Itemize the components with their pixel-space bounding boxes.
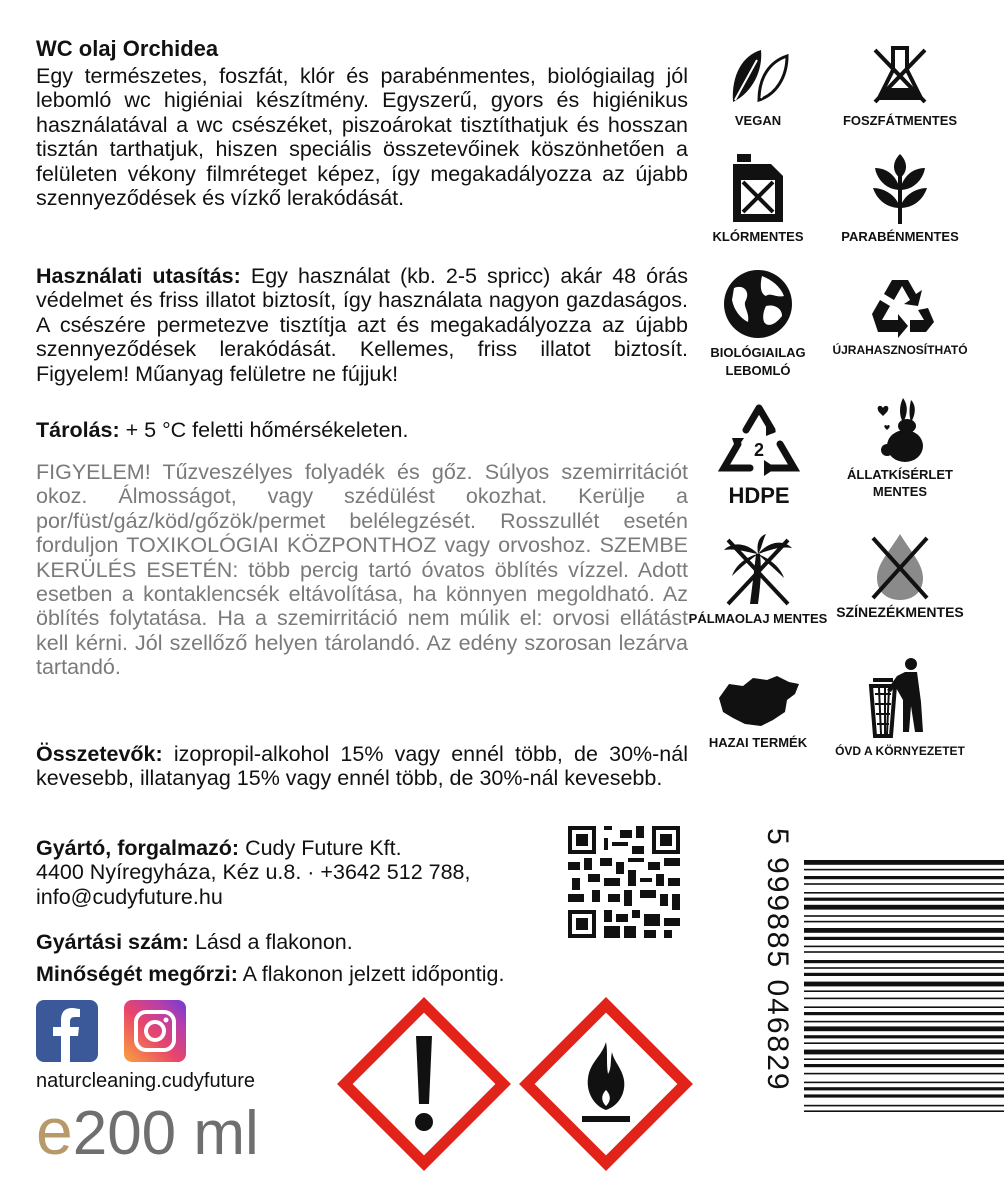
paraben-free-icon (865, 150, 935, 226)
best-before (36, 962, 676, 986)
barcode-bar (804, 898, 1004, 901)
manufacturer-info (36, 836, 596, 909)
icon-vegan: VEGAN (688, 40, 828, 129)
barcode-bar (804, 973, 1004, 976)
lot-number (36, 930, 596, 954)
icon-hdpe: 2 HDPE (696, 402, 822, 508)
barcode-bar (804, 860, 1004, 865)
colorant-free-icon (865, 530, 935, 602)
barcode-bar (804, 869, 1004, 871)
barcode-bar (804, 1035, 1004, 1038)
lot-text: Lásd a flakonon. (188, 930, 353, 954)
volume (36, 1096, 259, 1169)
website-link[interactable]: naturcleaning.cudyfuture (36, 1070, 256, 1092)
chlorine-free-icon (723, 150, 793, 226)
barcode-bar (804, 990, 1004, 992)
barcode-bar (804, 1105, 1004, 1107)
manufacturer-name: Cudy Future Kft. (239, 836, 402, 860)
icon-chlorine-free: KLÓRMENTES (688, 150, 828, 245)
icon-recyclable: ÚJRAHASZNOSÍTHATÓ (830, 274, 970, 359)
barcode-bar (804, 946, 1004, 948)
product-title: WC olaj Orchidea (36, 36, 219, 61)
barcode-bar (804, 921, 1004, 923)
recyclable-icon (864, 274, 936, 340)
best-before-text: A flakonon jelzett időpontig. (237, 962, 505, 986)
barcode-bar (804, 915, 1004, 917)
ingredients (36, 742, 688, 791)
barcode-bar (804, 998, 1004, 1000)
barcode-bar (804, 1094, 1004, 1097)
estimated-sign: e (36, 1094, 73, 1168)
vegan-icon (723, 40, 793, 110)
barcode-bar (804, 1050, 1004, 1055)
icon-protect-environment: ÓVD A KÖRNYEZETET (830, 656, 970, 760)
manufacturer-email[interactable]: info@cudyfuture.hu (36, 884, 223, 909)
manufacturer-label: Gyártó, forgalmazó: (36, 836, 240, 860)
hazard-warning: FIGYELEM! Tűzveszélyes folyadék és gőz. Súlyos szemirritációt okoz. Álmosságot, vagy szédülést okozhat. Kerülje a por/füst/gáz/köd/gőzök/permet belélegzését. Rosszullét esetén forduljon TOXIKOLÓGIAI KÖZPONTHOZ vagy orvoshoz. SZEMBE KERÜLÉS ESETÉN: több percig tartó óvatos öblítés vízzel. Adott esetben a kontaklencsék eltávolítása, ha könnyen megoldható. Az öblítés folytatása. Ha a szemirritáció nem múlik el: orvosi ellátást kell kérni. Jól szellőző helyen tárolandó. Az edény szorosan lezárva tartandó. (36, 460, 688, 680)
hungarian-product-icon (715, 672, 801, 730)
barcode (760, 820, 1006, 1160)
barcode-bar (804, 928, 1004, 933)
cruelty-free-icon (865, 394, 935, 464)
barcode-bar (804, 1073, 1004, 1075)
barcode-bar (804, 1026, 1004, 1031)
usage-label: Használati utasítás: (36, 264, 241, 288)
icon-paraben-free: PARABÉNMENTES (830, 150, 970, 245)
usage-text: Egy használat (kb. 2-5 spricc) akár 48 órás védelmet és friss illatot biztosít, így használata nagyon gazdaságos. A csészére permetezve tisztítja azt és megakadályozza az újabb szennyeződések lerakódását. Kellemes, friss illatot biztosít. Figyelem! Műanyag felületre ne fújjuk! (36, 264, 689, 386)
icon-biodegradable: BIOLÓGIAILAG LEBOMLÓ (688, 266, 828, 380)
hdpe-code: 2 (753, 440, 765, 460)
barcode-bar (804, 982, 1004, 987)
hazard-exclamation (334, 994, 514, 1174)
lot-label: Gyártási szám: (36, 930, 189, 954)
hdpe-icon (714, 402, 804, 482)
barcode-bar (804, 1064, 1004, 1067)
facebook-icon[interactable] (36, 1000, 98, 1062)
biodegradable-icon (720, 266, 796, 342)
barcode-bar (804, 1110, 1004, 1112)
product-description: Egy természetes, foszfát, klór és parabénmentes, biológiailag jól lebomló wc higiéniai készítmény. Egyszerű, gyors és higiénikus használatával a wc csészéket, piszoárokat tisztíthatjuk és hosszan tisztán tarthatjuk, hiszen speciális összetevőinek köszönhetően a felületen vékony filmréteget képez, így megakadályozza az újabb szennyeződések és vízkő lerakódását. (36, 64, 688, 211)
barcode-bar (804, 1021, 1004, 1023)
usage-instructions (36, 264, 688, 386)
qr-code[interactable] (568, 826, 680, 938)
barcode-bar (804, 1012, 1004, 1015)
barcode-bar (804, 1082, 1004, 1084)
barcode-digits: 5 999885 046829 (761, 828, 794, 1092)
barcode-bar (804, 960, 1004, 963)
palm-oil-free-icon (720, 532, 796, 608)
hazard-flammable (516, 994, 696, 1174)
barcode-bar (804, 1006, 1004, 1008)
storage-label: Tárolás: (36, 418, 120, 442)
icon-colorant-free: SZÍNEZÉKMENTES (830, 530, 970, 621)
ingredients-label: Összetevők: (36, 742, 163, 766)
barcode-bar (804, 967, 1004, 969)
protect-environment-icon (865, 656, 935, 740)
barcode-bar (804, 883, 1004, 885)
phosphate-free-icon (865, 40, 935, 110)
storage-text: + 5 °C feletti hőmérsékeleten. (119, 418, 409, 442)
barcode-bar (804, 876, 1004, 879)
instagram-icon[interactable] (124, 1000, 186, 1062)
barcode-bar (804, 892, 1004, 894)
barcode-bar (804, 937, 1004, 940)
volume-amount: 200 ml (72, 1099, 259, 1168)
icon-hungarian-product: HAZAI TERMÉK (688, 672, 828, 754)
best-before-label: Minőségét megőrzi: (36, 962, 238, 986)
barcode-bar (804, 951, 1004, 953)
manufacturer-address: 4400 Nyíregyháza, Kéz u.8. · +3642 512 788, (36, 860, 471, 885)
ingredients-text: izopropil-alkohol 15% vagy ennél több, de 30%-nál kevesebb, illatanyag 15% vagy ennél több, de 30%-nál kevesebb. (36, 742, 688, 791)
barcode-bar (804, 1042, 1004, 1044)
storage-info (36, 418, 688, 442)
barcode-bar (804, 1058, 1004, 1060)
icon-cruelty-free: ÁLLATKÍSÉRLET MENTES (830, 394, 970, 500)
icon-palm-oil-free: PÁLMAOLAJ MENTES (688, 532, 828, 627)
barcode-bar (804, 1087, 1004, 1090)
icon-phosphate-free: FOSZFÁTMENTES (830, 40, 970, 129)
barcode-bar (804, 905, 1004, 910)
